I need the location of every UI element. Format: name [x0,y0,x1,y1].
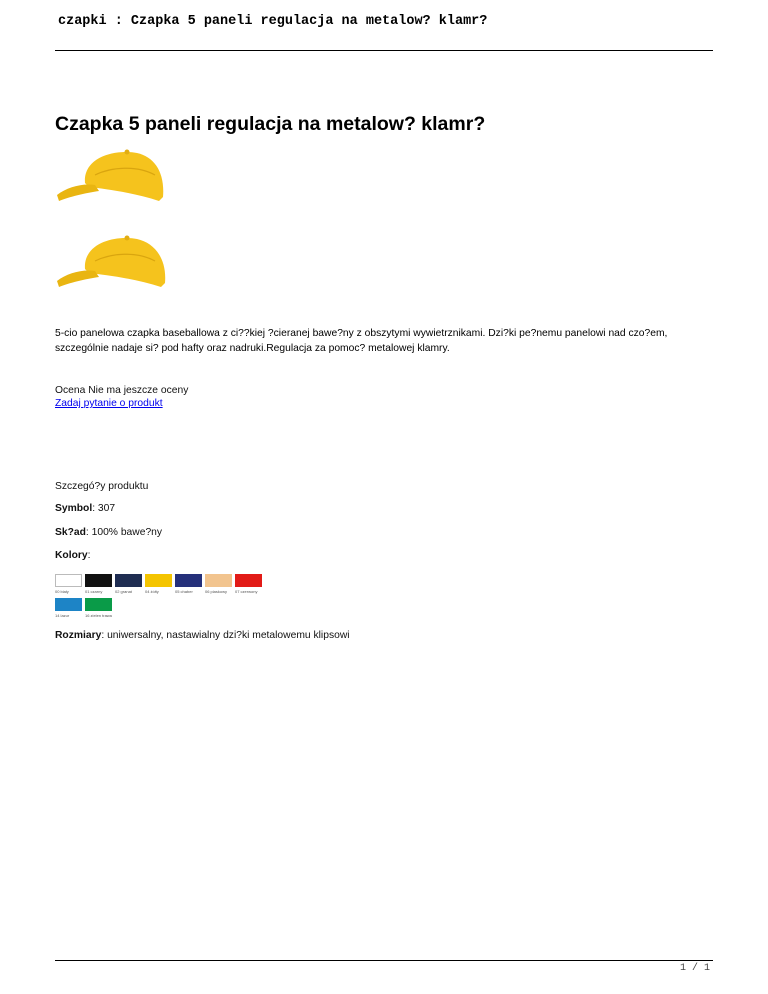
symbol-field [55,503,115,514]
sizes-label: Rozmiary [55,630,102,641]
color-swatch [85,574,112,594]
ask-question-link[interactable]: Zadaj pytanie o produkt [55,398,163,409]
color-chip [85,598,112,611]
material-field [55,527,162,538]
document-header-title: czapki : Czapka 5 paneli regulacja na metalow? klamr? [58,14,488,29]
product-description: 5-cio panelowa czapka baseballowa z ci??kiej ?cieranej bawe?ny z obszytymi wywietrznikami. Dzi?ki pe?nemu panelowi nad czo?em, szczególnie nadaje si? pod hafty oraz nadruki.Regulacja za pomoc? metalowej klamry. [55,328,668,354]
colors-suffix: : [87,550,91,561]
sizes-field [55,630,350,641]
product-rating [55,385,188,396]
colors-label: Kolory [55,550,88,561]
color-chip [85,574,112,587]
details-heading: Szczegó?y produktu [55,481,149,492]
color-swatch [115,574,142,594]
symbol-label: Symbol [55,503,93,514]
material-label: Sk?ad [55,527,86,538]
product-image-cap [55,145,171,215]
color-chip [205,574,232,587]
color-label: 06 piaskowy [205,589,228,594]
product-title: Czapka 5 paneli regulacja na metalow? klamr? [55,113,486,135]
footer-divider [55,960,713,961]
material-value: : 100% bawe?ny [85,527,163,538]
color-swatch [175,574,202,594]
color-swatch [85,598,112,618]
color-swatch [145,574,172,594]
color-label: 02 granat [115,589,132,594]
page-number: 1 / 1 [679,963,710,974]
rating-label: Ocena [55,385,86,396]
color-swatch [55,598,82,618]
color-swatch [205,574,232,594]
color-swatch [235,574,262,594]
color-label: 14 lazur [55,613,70,618]
color-label: 16 zielen trawa [85,613,112,618]
color-chip [145,574,172,587]
color-chip [175,574,202,587]
colors-field [55,550,91,561]
product-image-cap-alt [55,229,171,299]
color-chip [55,574,82,587]
color-chip [55,598,82,611]
sizes-value: : uniwersalny, nastawialny dzi?ki metalowemu klipsowi [101,630,350,641]
color-chip [115,574,142,587]
color-label: 00 biały [55,589,69,594]
symbol-value: : 307 [92,503,116,514]
color-label: 05 chaber [175,589,193,594]
color-label: 04 żółty [145,589,159,594]
color-swatch [55,574,82,594]
color-label: 01 czarny [85,589,103,594]
color-label: 07 czerwony [235,589,258,594]
color-chip [235,574,262,587]
color-swatch-grid [55,574,275,624]
rating-value: Nie ma jeszcze oceny [88,385,189,396]
header-divider [55,50,713,51]
